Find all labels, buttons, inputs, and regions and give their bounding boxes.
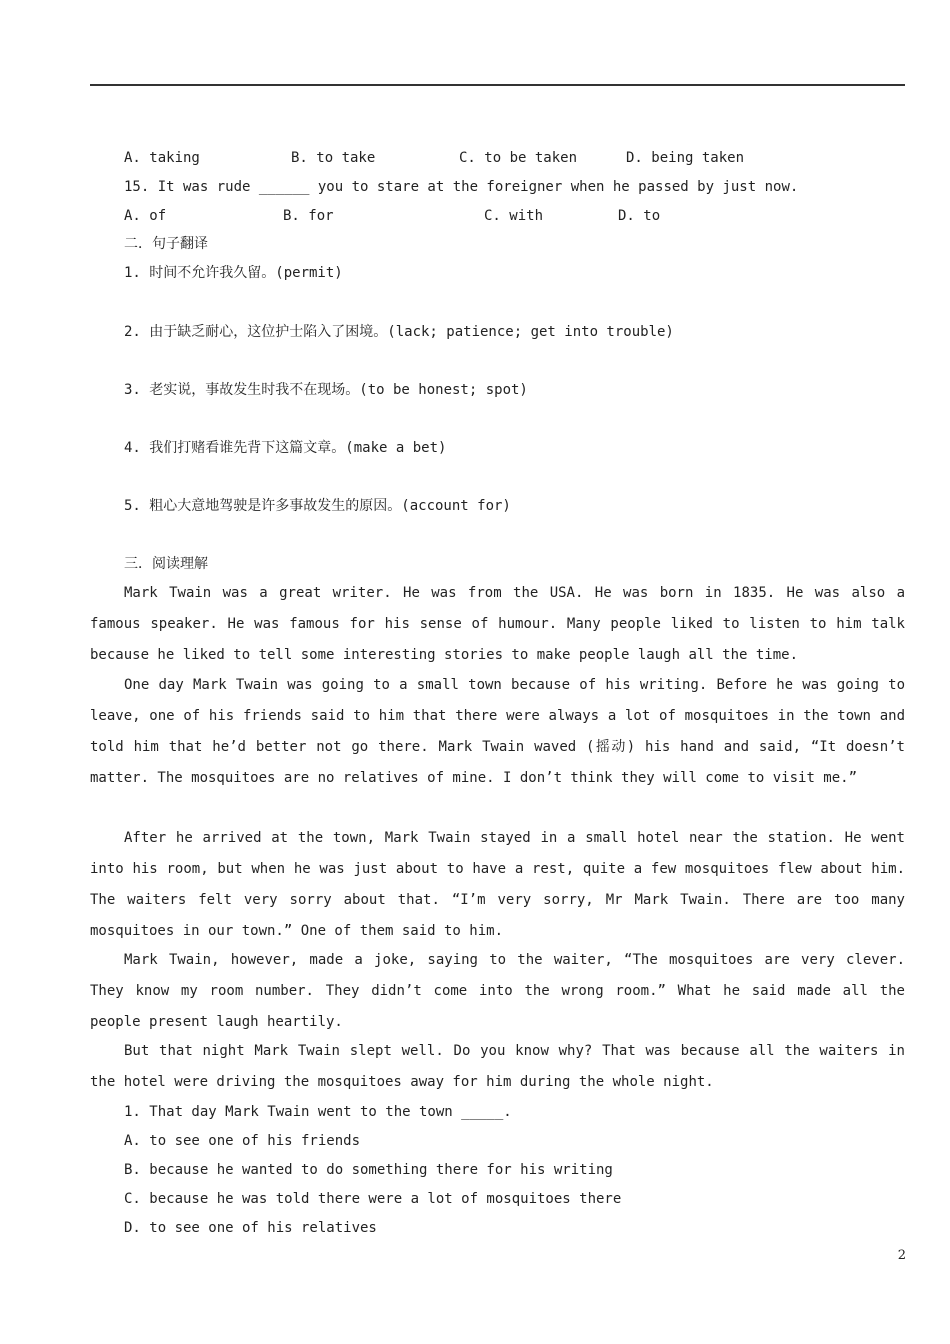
reading-q1-option-a: A. to see one of his friends (124, 1133, 361, 1149)
header-rule (90, 84, 905, 86)
q14-option-c: C. to be taken (459, 150, 578, 166)
reading-paragraph-5: But that night Mark Twain slept well. Do you know why? That was because all the waiters in the hotel were driving the mosquitoes away for him during the whole night. (90, 1043, 905, 1090)
reading-paragraph-1: Mark Twain was a great writer. He was from the USA. He was born in 1835. He was also a famous speaker. He was famous for his sense of humour. Many people liked to listen to him talk because he liked to tell some interesting stories to make people laugh all the time. (90, 585, 905, 663)
reading-paragraph-2: One day Mark Twain was going to a small town because of his writing. Before he was going to leave, one of his friends said to him that there were always a lot of mosquitoes in the town and told him that he’d better not go there. Mark Twain waved (摇动) his hand and said, “It doesn’t matter. The mosquitoes are no relatives of mine. I don’t think they will come to visit me.” (90, 677, 905, 786)
page-number: 2 (897, 1248, 906, 1263)
reading-heading: 三．阅读理解 (124, 556, 208, 572)
reading-question-1: 1. That day Mark Twain went to the town _____. (124, 1104, 512, 1120)
translation-item-2: 2. 由于缺乏耐心，这位护士陷入了困境。(lack; patience; get into trouble) (124, 324, 674, 340)
q15-option-a: A. of (124, 208, 167, 224)
q15-option-d: D. to (618, 208, 661, 224)
reading-paragraph-4: Mark Twain, however, made a joke, saying to the waiter, “The mosquitoes are very clever. They know my room number. They didn’t come into the wrong room.” What he said made all the people present laugh heartily. (90, 952, 905, 1030)
reading-q1-option-c: C. because he was told there were a lot of mosquitoes there (124, 1191, 622, 1207)
translation-item-5: 5. 粗心大意地驾驶是许多事故发生的原因。(account for) (124, 498, 511, 514)
q14-option-b: B. to take (291, 150, 376, 166)
translation-item-1: 1. 时间不允许我久留。(permit) (124, 265, 343, 281)
q15-stem: 15. It was rude ______ you to stare at the foreigner when he passed by just now. (124, 179, 799, 195)
translation-item-3: 3. 老实说，事故发生时我不在现场。(to be honest; spot) (124, 382, 528, 398)
translation-item-4: 4. 我们打赌看谁先背下这篇文章。(make a bet) (124, 440, 447, 456)
reading-paragraph-3: After he arrived at the town, Mark Twain stayed in a small hotel near the station. He went into his room, but when he was just about to have a rest, quite a few mosquitoes flew about him. The waiters felt very sorry about that. “I’m very sorry, Mr Mark Twain. There are too many mosquitoes in our town.” One of them said to him. (90, 830, 905, 939)
q14-option-d: D. being taken (626, 150, 745, 166)
q15-option-b: B. for (283, 208, 334, 224)
q14-option-a: A. taking (124, 150, 200, 166)
reading-q1-option-d: D. to see one of his relatives (124, 1220, 377, 1236)
q15-option-c: C. with (484, 208, 544, 224)
reading-q1-option-b: B. because he wanted to do something there for his writing (124, 1162, 613, 1178)
translation-heading: 二．句子翻译 (124, 236, 208, 252)
